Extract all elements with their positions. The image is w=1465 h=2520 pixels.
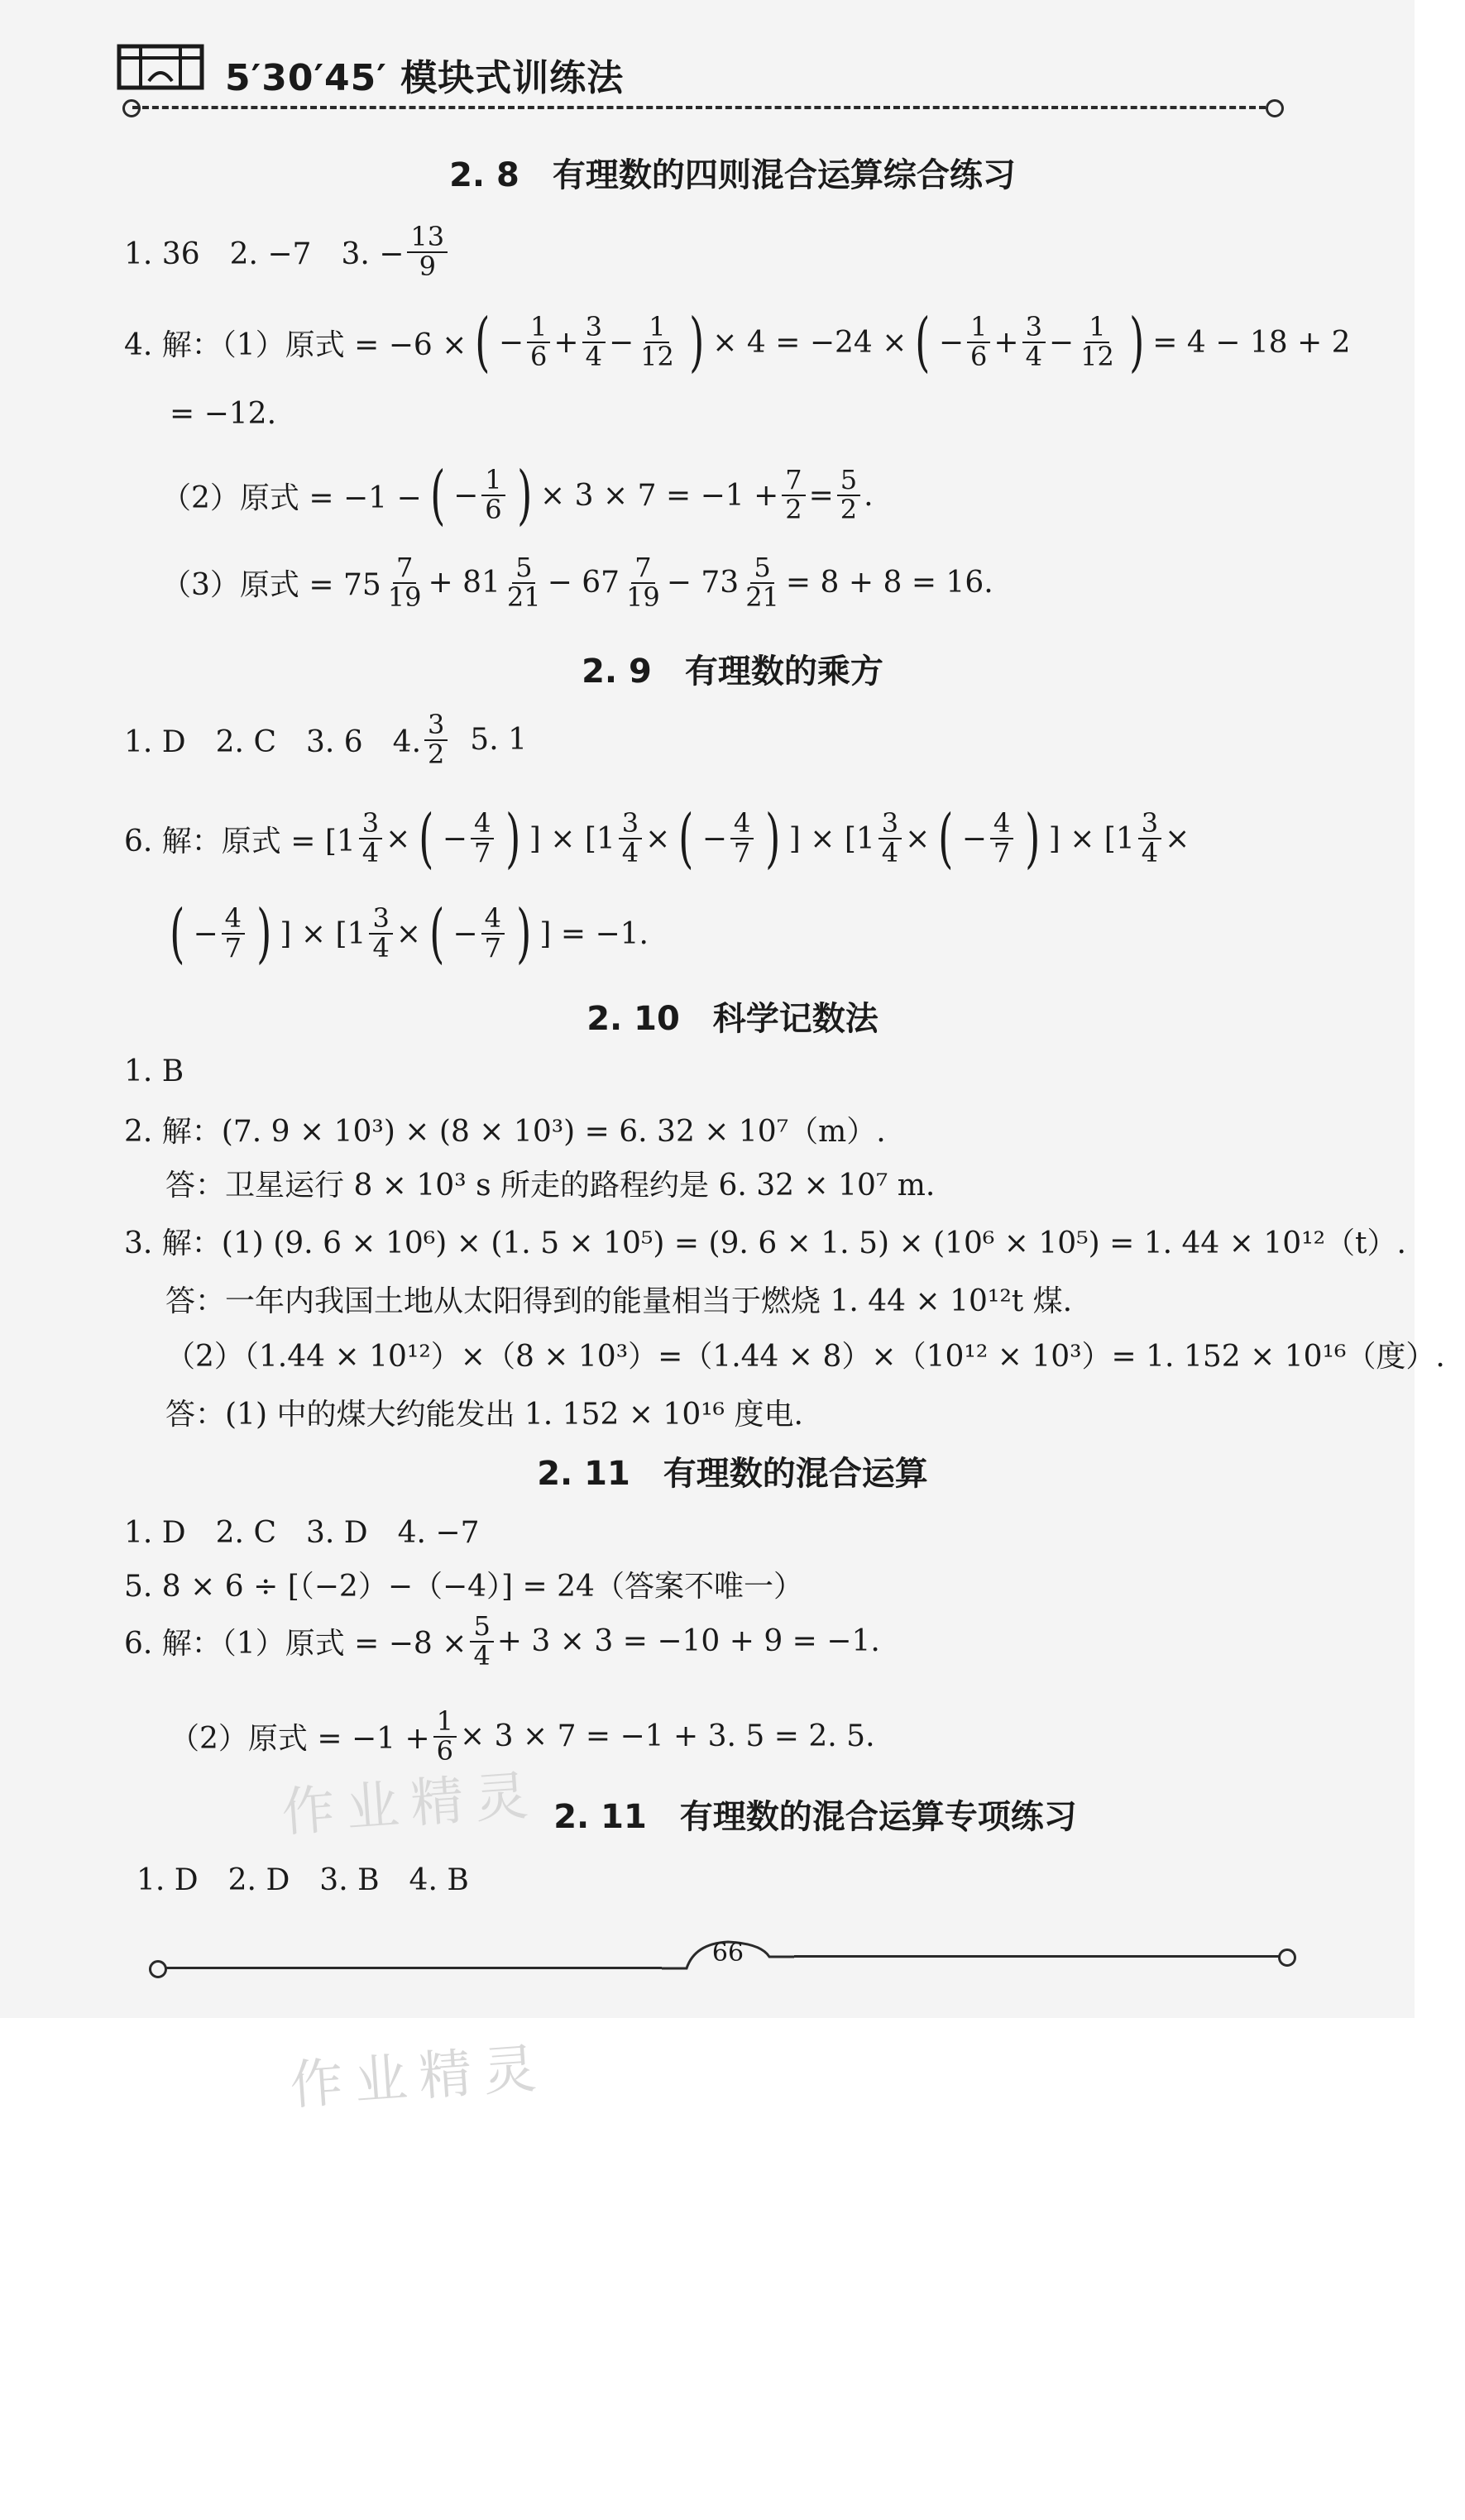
section-title-2-11: 2. 11 有理数的混合运算 xyxy=(537,1455,928,1493)
answer-line-2-10-2a: 答：卫星运行 8 × 10³ s 所走的路程约是 6. 32 × 10⁷ m. xyxy=(165,1169,936,1203)
fraction: $\frac{13}{9}$ xyxy=(407,223,448,280)
rule-end-dot xyxy=(1278,1949,1296,1967)
section-title-2-9: 2. 9 有理数的乘方 xyxy=(582,653,883,691)
section-title-2-11-special: 2. 11 有理数的混合运算专项练习 xyxy=(553,1798,1077,1836)
answer-line-2-9-1: 1. D 2. C 3. 6 4. $\frac{3}{2}$ 5. 1 xyxy=(124,709,527,770)
answer-line-2-8-4: 4. 解：（1）原式 = −6 × ( − $\frac{1}{6}$ + $\frac{3}{4}$ − $\frac{1}{12}$ ) × 4 = −24 × ( − $\frac{1}{6}$ + $\frac{3}{4}$ − $\frac{1}{12}$ ) = 4 − 18 + 2 xyxy=(124,305,1351,380)
answer-line-2-10-3a: 答：一年内我国土地从太阳得到的能量相当于燃烧 1. 44 × 10¹²t 煤. xyxy=(165,1284,1073,1318)
answer-line-2-8-4-3: （3）原式 = 75 $\frac{7}{19}$ + 81 $\frac{5}{21}$ − 67 $\frac{7}{19}$ − 73 $\frac{5}{21}$ = 8 + 8 = 16. xyxy=(161,552,993,613)
section-title-2-10: 2. 10 科学记数法 xyxy=(586,1000,879,1038)
answer-line-2-10-2: 2. 解：(7. 9 × 10³) × (8 × 10³) = 6. 32 × 10⁷（m）. xyxy=(124,1115,886,1149)
book-logo-icon xyxy=(116,41,205,93)
answer-line-2-8-4-2: （2）原式 = −1 − ( − $\frac{1}{6}$ ) × 3 × 7 = −1 + $\frac{7}{2}$ = $\frac{5}{2}$ . xyxy=(161,458,874,533)
rule-end-dot xyxy=(1266,99,1284,117)
watermark-text: 作业精灵 xyxy=(288,2038,550,2117)
page-number: 66 xyxy=(662,1935,794,1977)
footer-divider-left xyxy=(165,1967,662,1969)
rule-end-dot xyxy=(149,1960,167,1978)
book-title: 5′30′45′ 模块式训练法 xyxy=(225,57,625,99)
answer-line-2-11-1: 1. D 2. C 3. D 4. −7 xyxy=(124,1516,480,1550)
answer-line-2-8-1: 1. 36 2. −7 3. − $\frac{13}{9}$ xyxy=(124,223,451,280)
answer-line-2-11-6-2: （2）原式 = −1 + $\frac{1}{6}$ × 3 × 7 = −1 + 3. 5 = 2. 5. xyxy=(170,1705,875,1767)
answer-line-2-9-6-cont: ( − $\frac{4}{7}$ ) ] × [1 $\frac{3}{4}$ × ( − $\frac{4}{7}$ ) ] = −1. xyxy=(170,897,649,971)
answer-line-2-11-special-1: 1. D 2. D 3. B 4. B xyxy=(136,1863,469,1897)
footer-divider-right xyxy=(794,1955,1282,1958)
answer-line-2-11-5: 5. 8 × 6 ÷ [（−2）−（−4）] = 24（答案不唯一） xyxy=(124,1570,803,1604)
answer-line-2-8-4-cont: = −12. xyxy=(170,397,277,431)
answer-line-2-10-3b: （2）（1.44 × 10¹²）×（8 × 10³）=（1.44 × 8）×（10¹² × 10³）= 1. 152 × 10¹⁶（度）. xyxy=(165,1340,1445,1374)
header-divider xyxy=(132,106,1266,109)
answer-line-2-9-6: 6. 解：原式 = [1 $\frac{3}{4}$ × ( − $\frac{4}{7}$ ) ] × [1 $\frac{3}{4}$ × ( − $\frac{4}{7}$ ) ] × [1 $\frac{3}{4}$ × ( − $\frac{4}{7}$ ) ] × [1 $\frac{3}{4}$ × xyxy=(124,801,1190,876)
answer-line-2-11-6-1: 6. 解：（1）原式 = −8 × $\frac{5}{4}$ + 3 × 3 = −10 + 9 = −1. xyxy=(124,1610,880,1671)
watermark-text: 作业精灵 xyxy=(280,1765,542,1844)
answer-line-2-10-3: 3. 解：(1) (9. 6 × 10⁶) × (1. 5 × 10⁵) = (9. 6 × 1. 5) × (10⁶ × 10⁵) = 1. 44 × 10¹²（t）. xyxy=(124,1227,1406,1260)
section-title-2-8: 2. 8 有理数的四则混合运算综合练习 xyxy=(449,156,1016,194)
answer-line-2-10-1: 1. B xyxy=(124,1054,184,1088)
answer-line-2-10-3c: 答：(1) 中的煤大约能发出 1. 152 × 10¹⁶ 度电. xyxy=(165,1398,803,1432)
